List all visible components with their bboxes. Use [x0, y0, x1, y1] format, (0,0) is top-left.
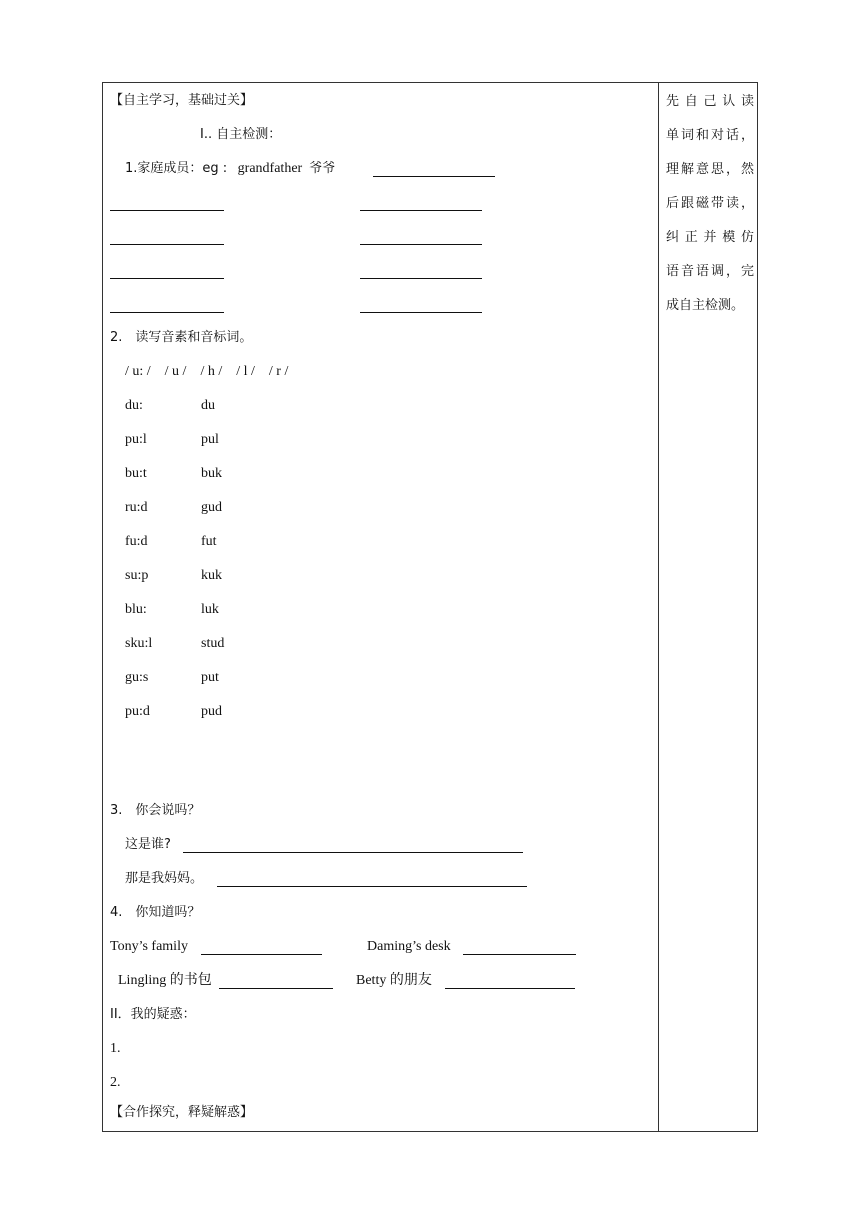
family-blank-2b[interactable]	[360, 244, 482, 245]
family-blank-4b[interactable]	[360, 312, 482, 313]
phonetic-short: buk	[201, 466, 222, 481]
side-note-line: 理解意思，然	[666, 162, 754, 177]
q4-title: 4. 你知道吗？	[110, 905, 201, 920]
side-note-line: 成自主检测。	[666, 298, 745, 313]
worksheet-table	[102, 82, 758, 1132]
q3-answer-blank-1[interactable]	[183, 852, 523, 853]
q4-item-1: Tony’s family	[110, 939, 188, 954]
family-blank-1a[interactable]	[110, 210, 224, 211]
doubt-number-2: 2.	[110, 1075, 121, 1090]
phonetic-long: pu:l	[125, 432, 147, 447]
phonetic-long: gu:s	[125, 670, 149, 685]
phonetic-long: ru:d	[125, 500, 148, 515]
q3-title: 3. 你会说吗？	[110, 803, 201, 818]
q1-row	[125, 161, 335, 177]
column-divider	[658, 83, 659, 1131]
part2-heading: II．我的疑惑：	[110, 1007, 196, 1022]
section-title: 【自主学习，基础过关】	[110, 93, 254, 108]
family-blank-3b[interactable]	[360, 278, 482, 279]
q4-blank-2[interactable]	[463, 954, 576, 955]
doubt-number-1: 1.	[110, 1041, 121, 1056]
side-note-line: 语音语调，完	[666, 264, 754, 279]
phonetic-short: du	[201, 398, 215, 413]
phonetic-short: fut	[201, 534, 217, 549]
phonetic-short: gud	[201, 500, 222, 515]
q1-example-word: grandfather	[237, 161, 303, 176]
phonetic-long: blu:	[125, 602, 147, 617]
part1-heading: I.. 自主检测：	[200, 127, 282, 142]
side-note-line: 先自己认读	[666, 94, 754, 109]
q2-title: 2. 读写音素和音标词。	[110, 330, 253, 345]
phonetic-long: sku:l	[125, 636, 153, 651]
phonetic-short: pud	[201, 704, 222, 719]
side-note-line: 纠正并模仿	[666, 230, 754, 245]
family-blank-2a[interactable]	[110, 244, 224, 245]
q4-item-3: Lingling 的书包	[118, 973, 212, 988]
phonetic-short: kuk	[201, 568, 222, 583]
phonetic-long: fu:d	[125, 534, 148, 549]
family-blank-1b[interactable]	[360, 210, 482, 211]
phonetic-short: stud	[201, 636, 225, 651]
phonetic-long: bu:t	[125, 466, 147, 481]
side-note	[666, 85, 754, 323]
q3-line2: 那是我妈妈。	[125, 871, 204, 886]
phoneme-list: / u: / / u / / h / / l / / r /	[125, 364, 289, 379]
q4-item-2: Daming’s desk	[367, 939, 451, 954]
q4-blank-3[interactable]	[219, 988, 333, 989]
phonetic-long: du:	[125, 398, 143, 413]
q1-label: 1.家庭成员：eg :	[125, 161, 228, 176]
q4-blank-1[interactable]	[201, 954, 322, 955]
q1-answer-blank[interactable]	[373, 176, 495, 177]
phonetic-short: pul	[201, 432, 219, 447]
family-blank-3a[interactable]	[110, 278, 224, 279]
next-section-title: 【合作探究，释疑解惑】	[110, 1105, 254, 1120]
phonetic-short: put	[201, 670, 219, 685]
side-note-line: 后跟磁带读，	[666, 196, 754, 211]
q1-example-meaning: 爷爷	[309, 161, 336, 176]
q4-blank-4[interactable]	[445, 988, 575, 989]
q3-line1: 这是谁?	[125, 837, 171, 852]
q3-answer-blank-2[interactable]	[217, 886, 527, 887]
side-note-line: 单词和对话，	[666, 128, 754, 143]
phonetic-long: pu:d	[125, 704, 150, 719]
family-blank-4a[interactable]	[110, 312, 224, 313]
phonetic-short: luk	[201, 602, 219, 617]
q4-item-4: Betty 的朋友	[356, 973, 432, 988]
phonetic-long: su:p	[125, 568, 149, 583]
